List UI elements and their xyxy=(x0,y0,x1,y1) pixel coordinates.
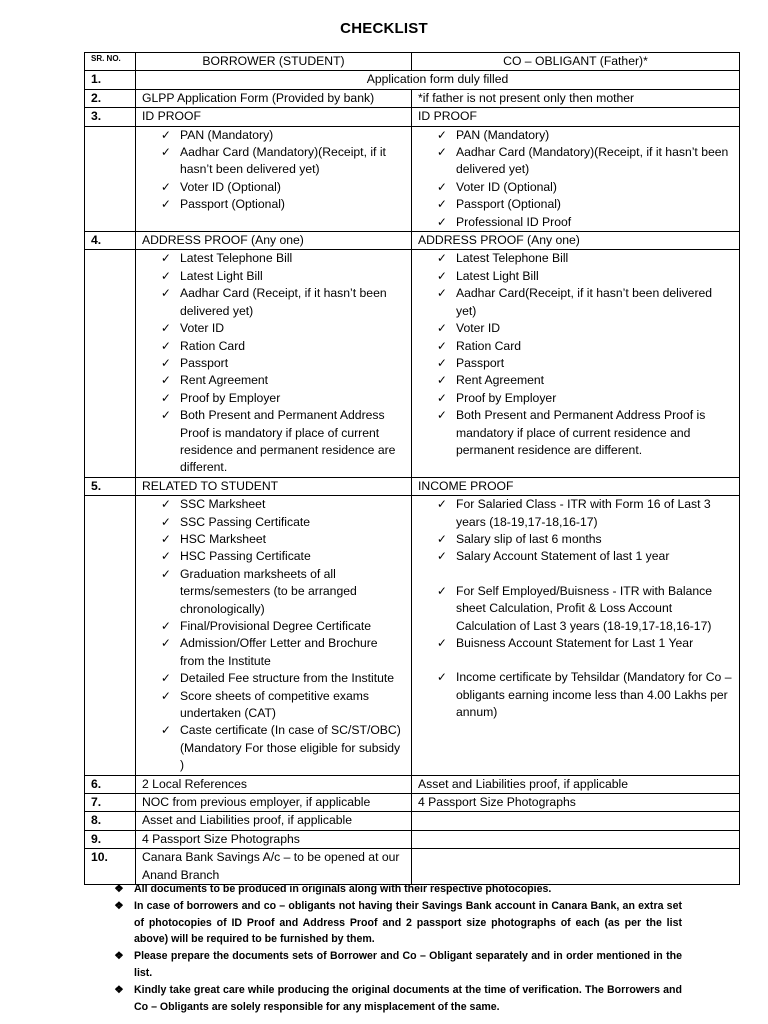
checklist-item xyxy=(160,268,405,285)
checkmark-icon: ✓ xyxy=(160,145,172,160)
checklist xyxy=(418,127,733,231)
checklist-item xyxy=(160,390,405,407)
borrower-cell xyxy=(136,126,412,231)
borrower-cell: 4 Passport Size Photographs xyxy=(136,830,412,848)
checklist-item xyxy=(160,514,405,531)
note-text: In case of borrowers and co – obligants not having their Savings Bank account in Canara Bank, an extra set of photocopies of ID Proof and Address Proof and 2 passport size photographs of each (as per the list above) will be required to be furnished by them. xyxy=(134,899,682,946)
checkmark-icon: ✓ xyxy=(436,214,448,229)
table-row xyxy=(85,830,740,848)
checkmark-icon: ✓ xyxy=(436,355,448,370)
sr-number: 2. xyxy=(85,89,136,107)
checklist-item xyxy=(436,548,733,565)
note-item xyxy=(112,898,682,948)
table-row xyxy=(85,71,740,89)
checkmark-icon: ✓ xyxy=(160,671,172,686)
table-row xyxy=(85,232,740,250)
sr-no-header: SR. NO. xyxy=(85,53,136,71)
coobligant-cell xyxy=(412,496,740,776)
checklist-item xyxy=(160,407,405,477)
checklist-item xyxy=(160,285,405,320)
checkmark-icon: ✓ xyxy=(436,408,448,423)
checkmark-icon: ✓ xyxy=(160,338,172,353)
checklist-item xyxy=(160,179,405,196)
checklist-item-text: Admission/Offer Letter and Brochure from the Institute xyxy=(180,636,378,668)
checklist-item-text: HSC Marksheet xyxy=(180,531,267,546)
coobligant-cell xyxy=(412,250,740,477)
page-title: CHECKLIST xyxy=(340,20,428,37)
coobligant-header: CO – OBLIGANT (Father)* xyxy=(412,53,740,71)
checklist-item-text: Latest Telephone Bill xyxy=(456,251,569,266)
table-row xyxy=(85,250,740,477)
checkmark-icon: ✓ xyxy=(160,179,172,194)
checkmark-icon: ✓ xyxy=(436,670,448,685)
checklist-item xyxy=(436,285,733,320)
checkmark-icon: ✓ xyxy=(160,321,172,336)
checklist-item-text: Salary Account Statement of last 1 year xyxy=(456,549,670,564)
borrower-cell: ADDRESS PROOF (Any one) xyxy=(136,232,412,250)
checklist xyxy=(418,250,733,459)
checklist-item-text: Aadhar Card (Mandatory)(Receipt, if it hasn’t been delivered yet) xyxy=(180,145,386,177)
note-text: All documents to be produced in originals along with their respective photocopies. xyxy=(134,883,552,895)
checkmark-icon: ✓ xyxy=(436,390,448,405)
coobligant-cell: *if father is not present only then mother xyxy=(412,89,740,107)
checkmark-icon: ✓ xyxy=(160,268,172,283)
checklist-item xyxy=(436,179,733,196)
checklist-item xyxy=(436,196,733,213)
checklist-item-text: Aadhar Card (Mandatory)(Receipt, if it hasn’t been delivered yet) xyxy=(456,145,729,177)
borrower-cell: 2 Local References xyxy=(136,775,412,793)
checkmark-icon: ✓ xyxy=(160,251,172,266)
borrower-header: BORROWER (STUDENT) xyxy=(136,53,412,71)
checklist-item-text: HSC Passing Certificate xyxy=(180,549,311,564)
borrower-cell: Canara Bank Savings A/c – to be opened at our Anand Branch xyxy=(136,849,412,885)
sr-number: 3. xyxy=(85,108,136,126)
checklist-item-text: Voter ID xyxy=(180,321,225,336)
checklist-item-text: Latest Light Bill xyxy=(180,268,263,283)
checklist-item-text: Latest Telephone Bill xyxy=(180,251,293,266)
checkmark-icon: ✓ xyxy=(436,145,448,160)
checkmark-icon: ✓ xyxy=(436,373,448,388)
checklist-item-text: Graduation marksheets of all terms/semesters (to be arranged chronologically) xyxy=(180,566,357,616)
checklist-item xyxy=(160,496,405,513)
table-row xyxy=(85,812,740,830)
table-row xyxy=(85,126,740,231)
checklist-item-text: SSC Marksheet xyxy=(180,497,266,512)
sr-number: 1. xyxy=(85,71,136,89)
checklist-item-text: Buisness Account Statement for Last 1 Year xyxy=(456,636,694,650)
checkmark-icon: ✓ xyxy=(160,497,172,512)
checkmark-icon: ✓ xyxy=(160,355,172,370)
checkmark-icon: ✓ xyxy=(436,531,448,546)
checklist-item-text: For Self Employed/Buisness - ITR with Balance sheet Calculation, Profit & Loss Account Calculation of Last 3 years (18-19,17-18,16-17) xyxy=(456,583,713,633)
checkmark-icon: ✓ xyxy=(436,179,448,194)
checklist-item-text: Income certificate by Tehsildar (Mandatory for Co – obligants earning income less than 4.00 Lakhs per annum) xyxy=(456,670,732,720)
note-text: Please prepare the documents sets of Borrower and Co – Obligant separately and in order mentioned in the list. xyxy=(134,950,682,979)
checklist-item-text: Passport xyxy=(456,355,505,370)
checklist-item-text: Proof by Employer xyxy=(456,390,557,405)
checklist-item-text: Detailed Fee structure from the Institute xyxy=(180,671,395,686)
coobligant-cell xyxy=(412,812,740,830)
checklist-item xyxy=(160,618,405,635)
borrower-cell: RELATED TO STUDENT xyxy=(136,477,412,495)
checklist-item xyxy=(160,566,405,618)
table-row xyxy=(85,496,740,776)
coobligant-cell xyxy=(412,126,740,231)
checklist-item-text: Passport (Optional) xyxy=(456,197,561,212)
checklist-item-text: Proof by Employer xyxy=(180,390,281,405)
checklist-item xyxy=(160,320,405,337)
checklist-item xyxy=(160,250,405,267)
checkmark-icon: ✓ xyxy=(160,127,172,142)
coobligant-cell: ID PROOF xyxy=(412,108,740,126)
checklist-item xyxy=(436,372,733,389)
borrower-cell: Asset and Liabilities proof, if applicable xyxy=(136,812,412,830)
sr-number: 5. xyxy=(85,477,136,495)
checklist-item xyxy=(160,635,405,670)
checkmark-icon: ✓ xyxy=(160,514,172,529)
coobligant-cell: ADDRESS PROOF (Any one) xyxy=(412,232,740,250)
checklist-item xyxy=(160,338,405,355)
sr-number: 4. xyxy=(85,232,136,250)
borrower-cell: GLPP Application Form (Provided by bank) xyxy=(136,89,412,107)
checklist-item xyxy=(160,196,405,213)
checklist-item xyxy=(436,390,733,407)
borrower-cell xyxy=(136,496,412,776)
coobligant-cell xyxy=(412,849,740,885)
checklist-item xyxy=(160,688,405,723)
coobligant-cell xyxy=(412,830,740,848)
checkmark-icon: ✓ xyxy=(436,636,448,650)
checklist-item xyxy=(436,669,733,721)
diamond-bullet-icon: ❖ xyxy=(114,883,124,895)
checklist-item-text: Ration Card xyxy=(180,338,246,353)
borrower-cell: ID PROOF xyxy=(136,108,412,126)
checkmark-icon: ✓ xyxy=(160,636,172,651)
checklist-item-text: Score sheets of competitive exams undertaken (CAT) xyxy=(180,688,369,721)
checklist-item-text: Aadhar Card(Receipt, if it hasn’t been delivered yet) xyxy=(456,286,713,318)
checklist-item-text: Voter ID xyxy=(456,321,501,336)
checklist xyxy=(142,127,405,214)
checklist-item xyxy=(160,144,405,179)
diamond-bullet-icon: ❖ xyxy=(114,950,124,963)
checklist-item xyxy=(160,548,405,565)
checklist-item-text: Salary slip of last 6 months xyxy=(456,531,602,546)
checklist-item-text: SSC Passing Certificate xyxy=(180,514,311,529)
checklist-item-text: Both Present and Permanent Address Proof is mandatory if place of current residence and permanent residence are different. xyxy=(456,408,706,457)
sr-number: 7. xyxy=(85,794,136,812)
borrower-cell xyxy=(136,250,412,477)
checklist-item-text: PAN (Mandatory) xyxy=(456,127,550,142)
diamond-bullet-icon: ❖ xyxy=(114,899,124,912)
checklist-item-text: Rent Agreement xyxy=(180,373,269,388)
checkmark-icon: ✓ xyxy=(436,549,448,564)
checkmark-icon: ✓ xyxy=(436,583,448,598)
note-item xyxy=(112,881,682,898)
checkmark-icon: ✓ xyxy=(160,619,172,633)
sr-number: 8. xyxy=(85,812,136,830)
table-row xyxy=(85,849,740,885)
sr-number: 9. xyxy=(85,830,136,848)
header-row xyxy=(85,53,740,71)
checkmark-icon: ✓ xyxy=(160,723,172,738)
note-item xyxy=(112,982,682,1016)
checklist-item xyxy=(160,722,405,774)
checklist-item-text: Professional ID Proof xyxy=(456,214,572,229)
checklist xyxy=(142,250,405,476)
coobligant-cell: INCOME PROOF xyxy=(412,477,740,495)
checkmark-icon: ✓ xyxy=(436,127,448,142)
checklist-item xyxy=(436,355,733,372)
checkmark-icon: ✓ xyxy=(160,566,172,581)
checklist-item-text: Voter ID (Optional) xyxy=(456,179,557,194)
checklist-item-text: PAN (Mandatory) xyxy=(180,127,274,142)
row-text: Application form duly filled xyxy=(136,71,740,89)
table-row xyxy=(85,477,740,495)
checkmark-icon: ✓ xyxy=(436,197,448,212)
checkmark-icon: ✓ xyxy=(436,286,448,301)
notes-section xyxy=(112,881,682,1015)
checklist-item xyxy=(160,670,405,687)
checklist-item xyxy=(436,214,733,231)
checkmark-icon: ✓ xyxy=(160,531,172,546)
table-row xyxy=(85,775,740,793)
checkmark-icon: ✓ xyxy=(160,286,172,301)
checkmark-icon: ✓ xyxy=(160,408,172,423)
checklist-item-text: Passport (Optional) xyxy=(180,197,285,212)
checklist-item xyxy=(160,372,405,389)
checklist-item xyxy=(436,268,733,285)
checkmark-icon: ✓ xyxy=(436,497,448,512)
checkmark-icon: ✓ xyxy=(160,549,172,564)
table-row xyxy=(85,89,740,107)
checklist-item xyxy=(160,531,405,548)
checklist-item xyxy=(436,583,733,635)
checkmark-icon: ✓ xyxy=(436,268,448,283)
checklist-item-text: Rent Agreement xyxy=(456,373,545,388)
checklist-item-text: Latest Light Bill xyxy=(456,268,539,283)
checklist-item xyxy=(436,144,733,179)
sr-number xyxy=(85,496,136,776)
checkmark-icon: ✓ xyxy=(436,338,448,353)
checklist-item xyxy=(436,496,733,531)
checklist-item-text: Ration Card xyxy=(456,338,522,353)
checklist xyxy=(418,496,733,721)
sr-number: 6. xyxy=(85,775,136,793)
checklist-item xyxy=(436,127,733,144)
sr-number xyxy=(85,250,136,477)
checklist-item-text: Passport xyxy=(180,355,229,370)
note-item xyxy=(112,948,682,982)
sr-number xyxy=(85,126,136,231)
checklist-item xyxy=(436,250,733,267)
coobligant-cell: Asset and Liabilities proof, if applicable xyxy=(412,775,740,793)
checklist-item xyxy=(160,127,405,144)
coobligant-cell: 4 Passport Size Photographs xyxy=(412,794,740,812)
diamond-bullet-icon: ❖ xyxy=(114,983,124,996)
checklist-table xyxy=(84,52,740,885)
borrower-cell: NOC from previous employer, if applicable xyxy=(136,794,412,812)
checklist-item-text: Aadhar Card (Receipt, if it hasn’t been delivered yet) xyxy=(180,286,387,318)
checkmark-icon: ✓ xyxy=(436,321,448,336)
checkmark-icon: ✓ xyxy=(436,251,448,266)
checkmark-icon: ✓ xyxy=(160,373,172,388)
checklist-item xyxy=(436,338,733,355)
checklist xyxy=(142,496,405,775)
checklist-item xyxy=(436,531,733,548)
checklist-item xyxy=(436,407,733,459)
checklist-item-text: Both Present and Permanent Address Proof is mandatory if place of current residence and permanent residence are different. xyxy=(180,408,396,475)
checklist-item xyxy=(160,355,405,372)
checklist-item-text: Voter ID (Optional) xyxy=(180,179,281,194)
sr-number: 10. xyxy=(85,849,136,885)
checklist-item-text: For Salaried Class - ITR with Form 16 of Last 3 years (18-19,17-18,16-17) xyxy=(456,497,711,529)
checklist-item xyxy=(436,635,733,652)
checkmark-icon: ✓ xyxy=(160,197,172,212)
checklist-item xyxy=(436,320,733,337)
checkmark-icon: ✓ xyxy=(160,688,172,703)
note-text: Kindly take great care while producing the original documents at the time of verification. The Borrowers and Co – Obligants are solely responsible for any misplacement of the same. xyxy=(134,983,682,1013)
table-row xyxy=(85,794,740,812)
table-row xyxy=(85,108,740,126)
checkmark-icon: ✓ xyxy=(160,390,172,405)
checklist-item-text: Final/Provisional Degree Certificate xyxy=(180,619,372,633)
checklist-item-text: Caste certificate (In case of SC/ST/OBC)(Mandatory For those eligible for subsidy ) xyxy=(180,723,401,773)
